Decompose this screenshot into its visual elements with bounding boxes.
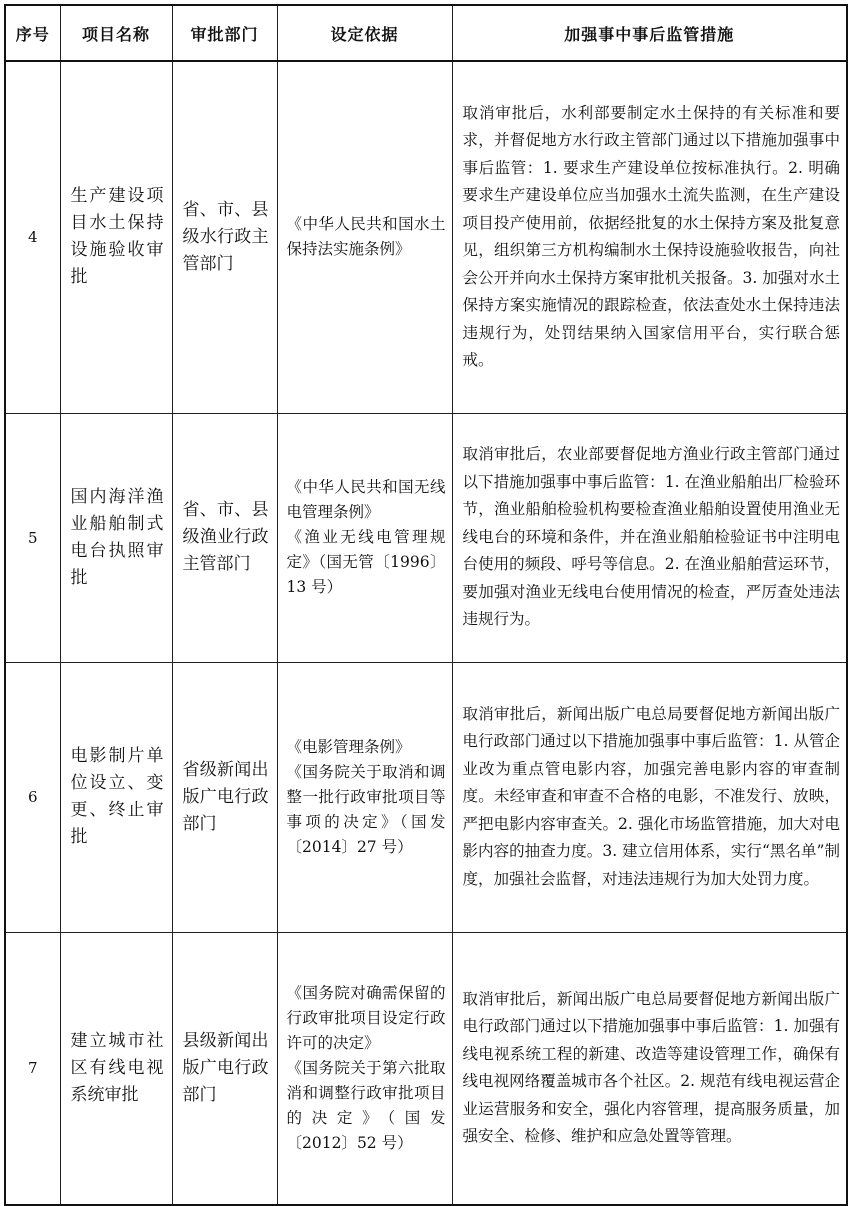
row-seq: 4 — [5, 61, 60, 413]
approval-table — [4, 4, 848, 1206]
basis-item: 《电影管理条例》 — [286, 737, 411, 756]
table-row — [5, 662, 847, 932]
row-project-name: 建立城市社区有线电视系统审批 — [60, 932, 172, 1205]
row-project-name: 生产建设项目水土保持设施验收审批 — [60, 61, 172, 413]
header-legal-basis: 设定依据 — [277, 5, 452, 61]
basis-item: 《国务院对确需保留的行政审批项目设定行政许可的决定》 — [286, 983, 446, 1052]
row-legal-basis — [277, 61, 452, 413]
row-approval-dept: 省、市、县级渔业行政主管部门 — [172, 413, 277, 662]
row-seq: 7 — [5, 932, 60, 1205]
table-header-row — [5, 5, 847, 61]
row-supervision-measures: 取消审批后，新闻出版广电总局要督促地方新闻出版广电行政部门通过以下措施加强事中事后监管：1. 从管企业改为重点管电影内容，加强完善电影内容的审查制度。未经审查和审查不合格的电影，不准发行、放映，严把电影内容审查关。2. 强化市场监管措施，加大对电影内容的抽查力度。3. 建立信用体系，实行“黑名单”制度，加强社会监督，对违法违规行为加大处罚力度。 — [452, 662, 847, 932]
row-approval-dept: 省、市、县级水行政主管部门 — [172, 61, 277, 413]
row-project-name: 电影制片单位设立、变更、终止审批 — [60, 662, 172, 932]
row-project-name: 国内海洋渔业船舶制式电台执照审批 — [60, 413, 172, 662]
table-row — [5, 61, 847, 413]
row-approval-dept: 省级新闻出版广电行政部门 — [172, 662, 277, 932]
basis-item: 《中华人民共和国无线电管理条例》 — [286, 478, 446, 521]
row-seq: 6 — [5, 662, 60, 932]
row-supervision-measures: 取消审批后，农业部要督促地方渔业行政主管部门通过以下措施加强事中事后监管：1. 在渔业船舶出厂检验环节，渔业船舶检验机构要检查渔业船舶设置使用渔业无线电台的环境和条件，并在渔业船舶检验证书中注明电台使用的频段、呼号等信息。2. 在渔业船舶营运环节，要加强对渔业无线电台使用情况的检查，严厉查处违法违规行为。 — [452, 413, 847, 662]
basis-item: 《渔业无线电管理规定》（国无管〔1996〕13 号） — [286, 528, 446, 596]
table-row — [5, 413, 847, 662]
row-supervision-measures: 取消审批后，新闻出版广电总局要督促地方新闻出版广电行政部门通过以下措施加强事中事后监管：1. 加强有线电视系统工程的新建、改造等建设管理工作，确保有线电视网络覆盖城市各个社区。2. 规范有线电视运营企业运营服务和安全，强化内容管理，提高服务质量，加强安全、检修、维护和应急处置等管理。 — [452, 932, 847, 1205]
row-approval-dept: 县级新闻出版广电行政部门 — [172, 932, 277, 1205]
header-seq: 序号 — [5, 5, 60, 61]
basis-item: 《中华人民共和国水土保持法实施条例》 — [286, 215, 446, 259]
table-row — [5, 932, 847, 1205]
basis-item: 《国务院关于第六批取消和调整行政审批项目的决定》（国发〔2012〕52 号） — [286, 1058, 446, 1152]
header-supervision-measures: 加强事中事后监管措施 — [452, 5, 847, 61]
header-project-name: 项目名称 — [60, 5, 172, 61]
row-supervision-measures: 取消审批后，水利部要制定水土保持的有关标准和要求，并督促地方水行政主管部门通过以下措施加强事中事后监管：1. 要求生产建设单位按标准执行。2. 明确要求生产建设单位应当加强水土流失监测，在生产建设项目投产使用前，依据经批复的水土保持方案及批复意见，组织第三方机构编制水土保持设施验收报告，向社会公开并向水土保持方案审批机关报备。3. 加强对水土保持方案实施情况的跟踪检查，依法查处水土保持违法违规行为，处罚结果纳入国家信用平台，实行联合惩戒。 — [452, 61, 847, 413]
row-legal-basis — [277, 932, 452, 1205]
row-seq: 5 — [5, 413, 60, 662]
row-legal-basis — [277, 662, 452, 932]
document-page — [4, 4, 846, 1202]
basis-item: 《国务院关于取消和调整一批行政审批项目等事项的决定》（国发〔2014〕27 号） — [286, 762, 446, 856]
header-approval-dept: 审批部门 — [172, 5, 277, 61]
row-legal-basis — [277, 413, 452, 662]
